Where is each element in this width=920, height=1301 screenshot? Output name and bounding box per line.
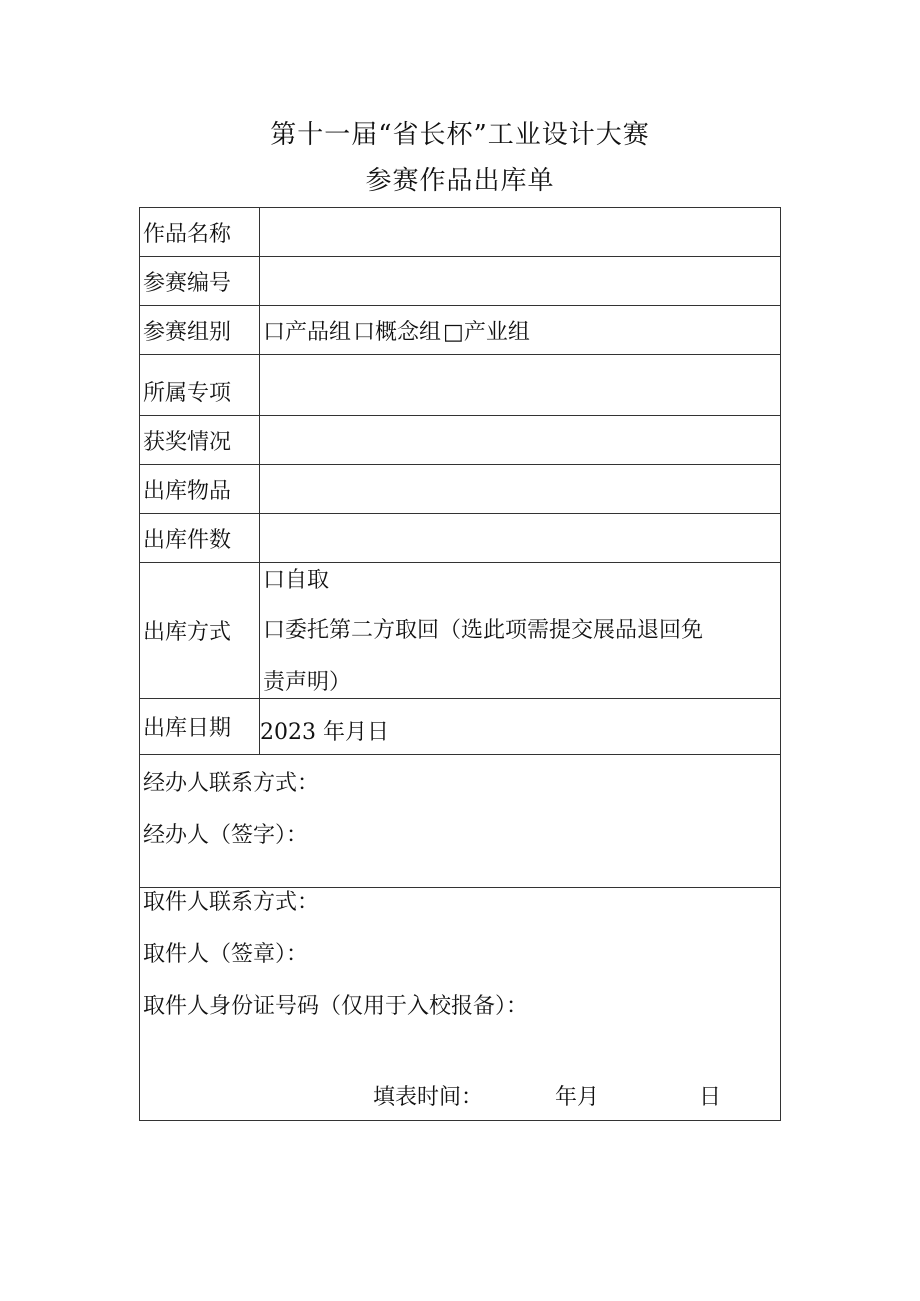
field-work-name[interactable] bbox=[260, 208, 781, 257]
label-group: 参赛组别 bbox=[140, 306, 260, 355]
field-category[interactable] bbox=[260, 355, 781, 416]
handler-contact[interactable]: 经办人联系方式： bbox=[143, 771, 320, 796]
fill-year-month[interactable]: 年月 bbox=[555, 1085, 600, 1110]
row-count bbox=[140, 514, 781, 563]
row-category bbox=[140, 355, 781, 416]
handler-block bbox=[140, 755, 781, 888]
label-count: 出库件数 bbox=[140, 514, 260, 563]
field-awards[interactable] bbox=[260, 416, 781, 465]
pickup-id-number[interactable]: 取件人身份证号码（仅用于入校报备）： bbox=[143, 994, 529, 1019]
pickup-block bbox=[140, 888, 781, 1121]
checkbox-industry-group[interactable]: □产业组 bbox=[443, 319, 530, 345]
fill-time-line bbox=[143, 1080, 780, 1120]
page-title: 第十一届“省长杯”工业设计大赛 bbox=[270, 120, 650, 150]
pickup-contact[interactable]: 取件人联系方式： bbox=[143, 890, 320, 915]
fill-time-label: 填表时间： bbox=[373, 1085, 484, 1110]
field-method bbox=[260, 563, 781, 699]
label-awards: 获奖情况 bbox=[140, 416, 260, 465]
option-self-pickup[interactable]: 口自取 bbox=[263, 567, 330, 593]
field-entry-no[interactable] bbox=[260, 257, 781, 306]
fill-day[interactable]: 日 bbox=[699, 1085, 722, 1110]
page-subtitle: 参赛作品出库单 bbox=[365, 166, 555, 196]
field-items[interactable] bbox=[260, 465, 781, 514]
row-items bbox=[140, 465, 781, 514]
row-work-name bbox=[140, 208, 781, 257]
field-count[interactable] bbox=[260, 514, 781, 563]
label-date: 出库日期 bbox=[140, 699, 260, 755]
row-awards bbox=[140, 416, 781, 465]
spacer bbox=[143, 1044, 780, 1080]
label-category: 所属专项 bbox=[140, 355, 260, 416]
pickup-seal[interactable]: 取件人（签章）： bbox=[143, 942, 309, 967]
checkbox-product-group[interactable]: 口产品组 bbox=[263, 319, 352, 345]
checkout-form-table bbox=[139, 207, 781, 1121]
option-third-party-line1[interactable]: 口委托第二方取回（选此项需提交展品退回免 bbox=[263, 617, 704, 643]
row-method bbox=[140, 563, 781, 699]
row-pickup bbox=[140, 888, 781, 1121]
label-work-name: 作品名称 bbox=[140, 208, 260, 257]
handler-signature[interactable]: 经办人（签字）： bbox=[143, 823, 309, 848]
field-group bbox=[260, 306, 781, 355]
field-date[interactable]: 2023 年月日 bbox=[260, 699, 781, 755]
row-group bbox=[140, 306, 781, 355]
label-method: 出库方式 bbox=[140, 563, 260, 699]
row-date bbox=[140, 699, 781, 755]
label-items: 出库物品 bbox=[140, 465, 260, 514]
row-handler bbox=[140, 755, 781, 888]
row-entry-no bbox=[140, 257, 781, 306]
checkbox-concept-group[interactable]: 口概念组 bbox=[353, 319, 442, 345]
option-third-party-line2: 责声明） bbox=[263, 669, 352, 695]
label-entry-no: 参赛编号 bbox=[140, 257, 260, 306]
